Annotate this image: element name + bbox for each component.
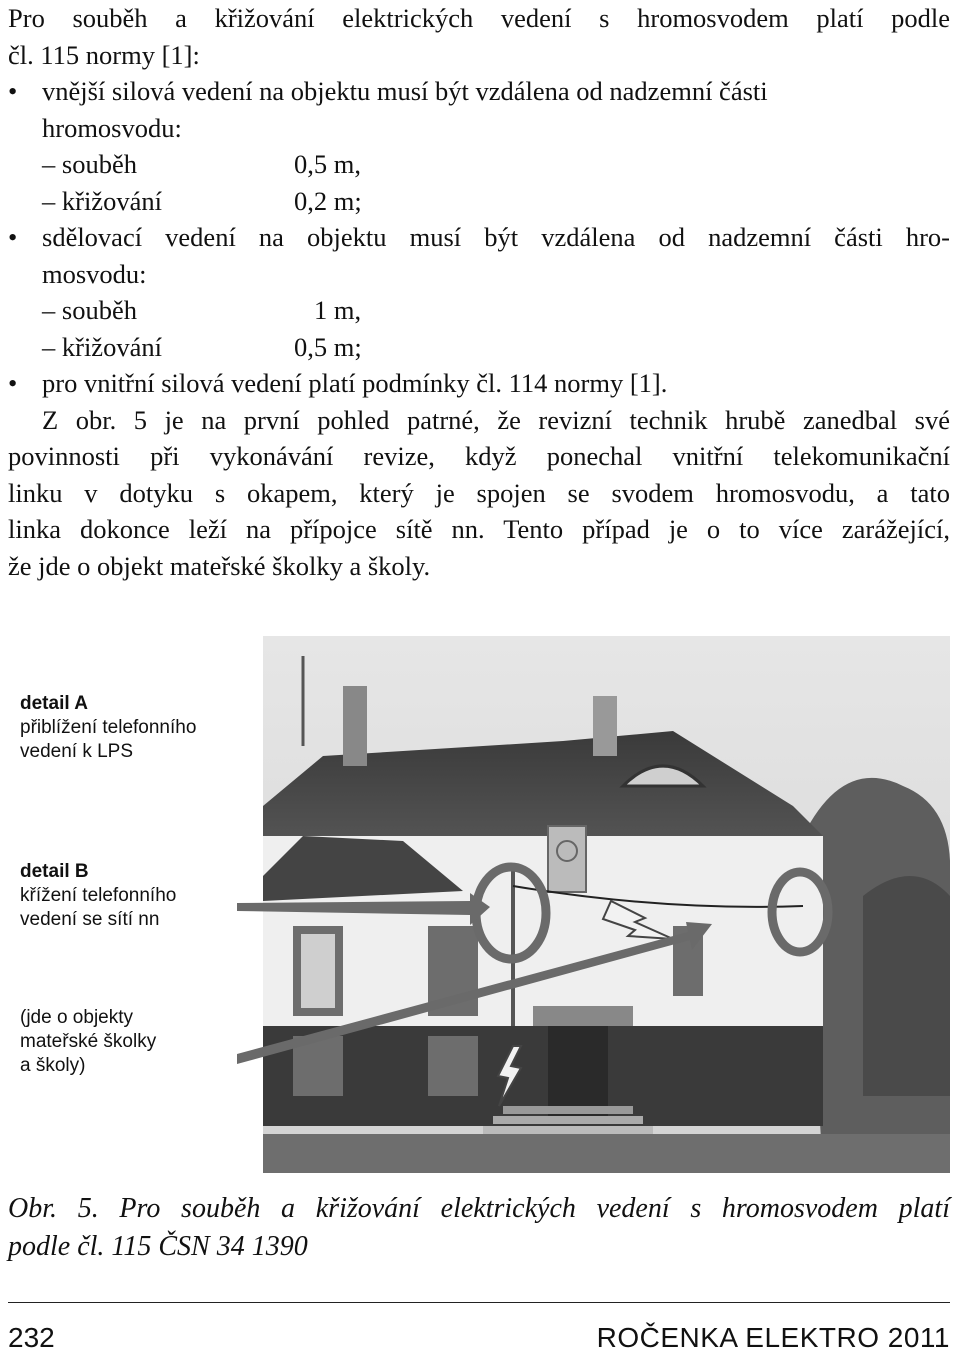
bullet-text: sdělovací vedení na objektu musí být vzdálena od nadzemní části hro- [42,222,950,252]
detail-b-desc-line: vedení se sítí nn [20,909,160,930]
distance-value: 0,2 m; [294,185,362,216]
paragraph-line: Pro souběh a křižování elektrických vedení s hromosvodem platí podle [8,3,950,33]
bullet-continuation: mosvodu: [42,258,147,289]
bullet-text: vnější silová vedení na objektu musí být vzdálena od nadzemní části [42,76,768,106]
figure-note-line: (jde o objekty [20,1007,134,1028]
figure-caption [8,1190,950,1266]
distance-label: – křižování [42,331,162,362]
paragraph-line: linku v dotyku s okapem, který je spojen se svodem hromosvodu, a tato [8,477,950,508]
footer-rule [8,1302,950,1303]
paragraph-line: povinnosti při vykonávání revize, když ponechal vnitřní telekomunikační [8,441,950,471]
figure-note-line: mateřské školky [20,1031,157,1052]
figure-note-line: a školy) [20,1055,86,1076]
distance-label: – souběh [42,149,137,179]
distance-label: – souběh [42,295,137,325]
distance-value: 0,5 m; [294,331,362,362]
distance-value: 0,5 m, [294,149,361,179]
paragraph-line: linka dokonce leží na přípojce sítě nn. Tento případ je o to více zarážející, [8,514,950,544]
caption-line: Obr. 5. Pro souběh a křižování elektrických vedení s hromosvodem platí [8,1193,950,1224]
detail-a-desc-line: vedení k LPS [20,741,134,762]
detail-b-desc-line: křížení telefonního [20,885,177,906]
paragraph-line: Z obr. 5 je na první pohled patrné, že revizní technik hrubě zanedbal své [42,404,950,435]
bullet-continuation: hromosvodu: [42,112,182,143]
paragraph-line: čl. 115 normy [1]: [8,39,200,70]
distance-label: – křižování [42,185,162,216]
caption-line: podle čl. 115 ČSN 34 1390 [8,1231,308,1262]
detail-a-desc-line: přiblížení telefonního [20,717,197,738]
detail-b-arrow [237,922,712,1064]
detail-a-arrow [237,893,490,925]
publication-title: ROČENKA ELEKTRO 2011 [596,1322,950,1353]
page-number: 232 [8,1322,55,1353]
paragraph-line: že jde o objekt mateřské školky a školy. [8,550,431,581]
detail-a-title: detail A [20,693,88,714]
detail-b-title: detail B [20,861,89,882]
bullet-text: pro vnitřní silová vedení platí podmínky čl. 114 normy [1]. [42,368,668,398]
distance-value: 1 m, [314,295,362,325]
